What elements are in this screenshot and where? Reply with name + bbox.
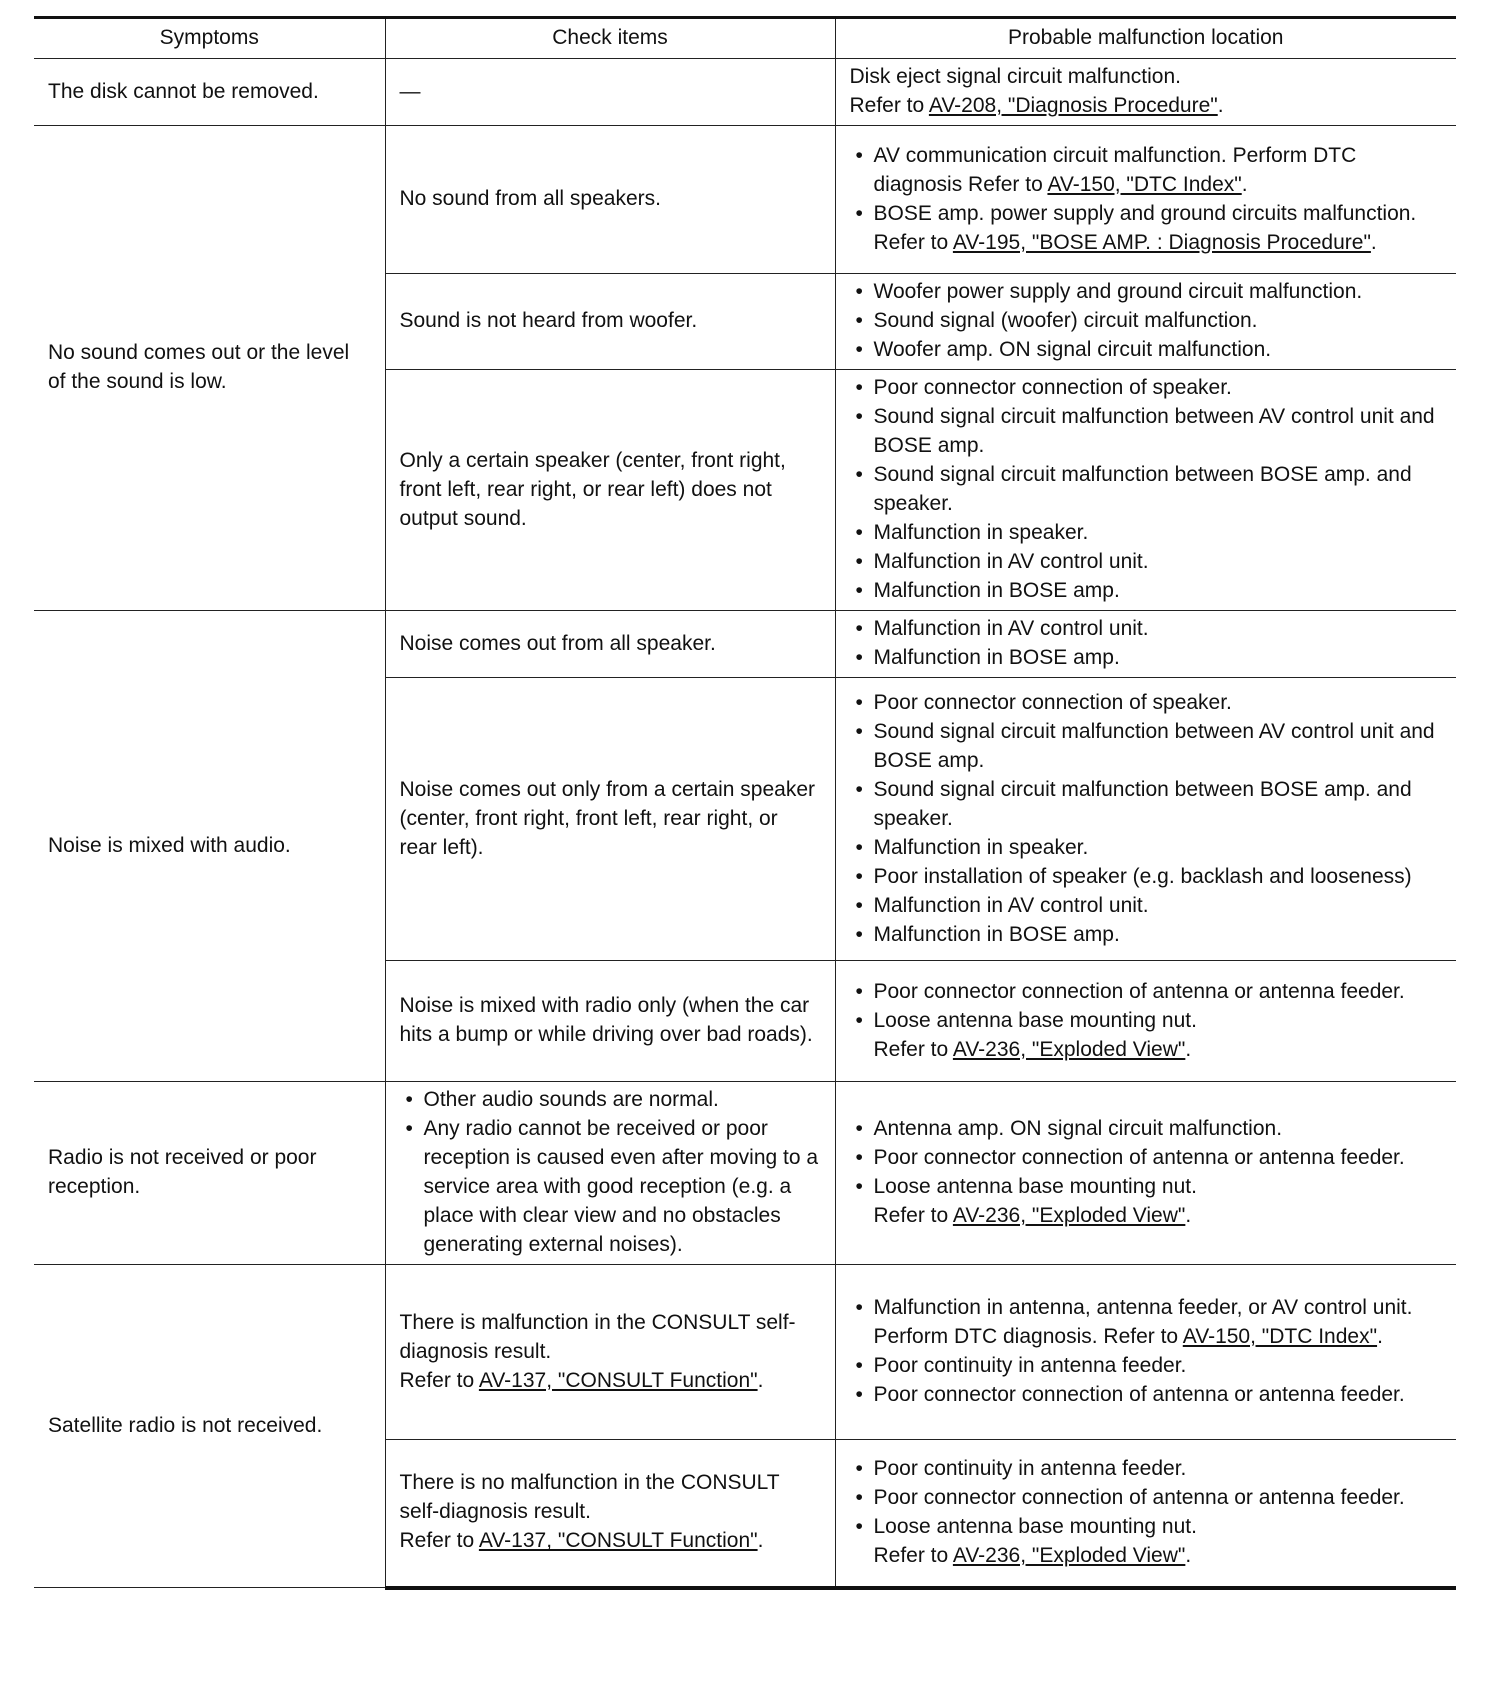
header-check-items: Check items — [385, 18, 835, 59]
list-item: • Poor connector connection of antenna or antenna feeder. — [850, 1380, 1443, 1409]
list-item: • Poor installation of speaker (e.g. backlash and looseness) — [850, 862, 1443, 891]
list-item: • Poor connector connection of speaker. — [850, 688, 1443, 717]
location-cell — [835, 1265, 1456, 1440]
item-text: Malfunction in antenna, antenna feeder, or AV control unit. Perform DTC diagnosis. Refer to — [873, 1296, 1413, 1348]
item-text: • Loose antenna base mounting nut. — [873, 1175, 1197, 1198]
location-cell — [835, 1082, 1456, 1265]
location-list — [850, 688, 1443, 949]
location-list — [850, 1114, 1443, 1230]
check-cell — [385, 1440, 835, 1588]
location-list — [850, 977, 1443, 1064]
item-text: • Loose antenna base mounting nut. — [873, 1008, 1197, 1032]
list-item: • Malfunction in AV control unit. — [850, 547, 1443, 576]
check-cell — [385, 1082, 835, 1265]
check-cell: Noise is mixed with radio only (when the car hits a bump or while driving over bad roads). — [385, 961, 835, 1082]
location-cell — [835, 274, 1456, 370]
header-row — [34, 18, 1456, 59]
location-list — [850, 373, 1443, 605]
list-item: • Sound signal circuit malfunction between AV control unit and BOSE amp. — [850, 402, 1443, 460]
reference-link-av-236[interactable]: AV-236, "Exploded View" — [952, 1037, 1186, 1061]
list-item: • Malfunction in BOSE amp. — [850, 643, 1443, 672]
list-item: • Sound signal circuit malfunction between BOSE amp. and speaker. — [850, 775, 1443, 833]
check-cell: Noise comes out from all speaker. — [385, 611, 835, 678]
reference-link-av-137[interactable]: AV-137, "CONSULT Function" — [478, 1529, 758, 1553]
reference-link-av-208[interactable]: AV-208, "Diagnosis Procedure" — [928, 94, 1218, 117]
reference-suffix: . — [1377, 1325, 1383, 1348]
reference-link-av-236[interactable]: AV-236, "Exploded View" — [952, 1204, 1186, 1227]
reference-link-av-137[interactable]: AV-137, "CONSULT Function" — [478, 1368, 758, 1392]
check-cell: Only a certain speaker (center, front right, front left, rear right, or rear left) does not output sound. — [385, 370, 835, 611]
symptom-cell: Radio is not received or poor reception. — [34, 1082, 385, 1265]
reference-suffix: . — [1185, 1543, 1192, 1567]
reference-prefix: Refer to — [873, 1037, 953, 1061]
reference-prefix: Refer to — [873, 230, 953, 254]
symptom-cell: No sound comes out or the level of the sound is low. — [34, 126, 385, 611]
location-list — [850, 277, 1443, 364]
location-cell — [835, 59, 1456, 126]
list-item — [850, 1172, 1443, 1230]
check-cell: Noise comes out only from a certain speaker (center, front right, front left, rear right, or rear left). — [385, 678, 835, 961]
location-list — [850, 141, 1443, 257]
location-text: Disk eject signal circuit malfunction. — [849, 65, 1181, 88]
reference-suffix: . — [1370, 230, 1377, 254]
list-item: • Poor continuity in antenna feeder. — [850, 1454, 1443, 1483]
list-item — [850, 1293, 1443, 1351]
check-list — [400, 1085, 821, 1259]
list-item: • Poor connector connection of speaker. — [850, 373, 1443, 402]
location-cell — [835, 961, 1456, 1082]
location-cell — [835, 678, 1456, 961]
symptom-cell: Satellite radio is not received. — [34, 1265, 385, 1588]
reference-link-av-150[interactable]: AV-150, "DTC Index" — [1182, 1325, 1378, 1348]
list-item: • Malfunction in speaker. — [850, 833, 1443, 862]
list-item: • Sound signal circuit malfunction between AV control unit and BOSE amp. — [850, 717, 1443, 775]
check-cell — [385, 1265, 835, 1440]
list-item: • Malfunction in AV control unit. — [850, 891, 1443, 920]
list-item: • Poor connector connection of antenna or antenna feeder. — [850, 1143, 1443, 1172]
reference-link-av-236[interactable]: AV-236, "Exploded View" — [952, 1543, 1186, 1567]
list-item: • Other audio sounds are normal. — [400, 1085, 821, 1114]
list-item: • Sound signal circuit malfunction between BOSE amp. and speaker. — [850, 460, 1443, 518]
list-item: • Poor connector connection of antenna or antenna feeder. — [850, 977, 1443, 1006]
table-row — [34, 126, 1456, 274]
header-malfunction-location: Probable malfunction location — [835, 18, 1456, 59]
list-item: • Poor connector connection of antenna or antenna feeder. — [850, 1483, 1443, 1512]
table-row — [34, 1265, 1456, 1440]
reference-suffix: . — [757, 1529, 764, 1553]
list-item — [850, 199, 1443, 257]
table-row — [34, 611, 1456, 678]
diagnosis-table — [34, 16, 1456, 1590]
reference-suffix: . — [1217, 94, 1224, 117]
list-item: • Malfunction in BOSE amp. — [850, 576, 1443, 605]
check-cell: — — [385, 59, 835, 126]
list-item: • Sound signal (woofer) circuit malfunction. — [850, 306, 1443, 335]
symptom-cell: Noise is mixed with audio. — [34, 611, 385, 1082]
list-item: • Malfunction in BOSE amp. — [850, 920, 1443, 949]
reference-link-av-150[interactable]: AV-150, "DTC Index" — [1047, 172, 1242, 196]
list-item — [850, 1006, 1443, 1064]
reference-line — [400, 1366, 821, 1395]
location-cell — [835, 1440, 1456, 1588]
list-item: • Malfunction in speaker. — [850, 518, 1443, 547]
reference-suffix: . — [757, 1368, 764, 1392]
reference-line — [850, 91, 1443, 120]
location-list — [850, 1454, 1443, 1570]
item-text: • BOSE amp. power supply and ground circuits malfunction. — [873, 201, 1417, 225]
check-text: There is malfunction in the CONSULT self-diagnosis result. — [399, 1310, 796, 1363]
reference-prefix: Refer to — [399, 1368, 479, 1392]
location-cell — [835, 126, 1456, 274]
table-row — [34, 1082, 1456, 1265]
reference-prefix: Refer to — [399, 1529, 479, 1553]
reference-suffix: . — [1185, 1037, 1192, 1061]
list-item — [850, 1512, 1443, 1570]
list-item: • Any radio cannot be received or poor reception is caused even after moving to a service area with good reception (e.g. a place with clear view and no obstacles generating external noises). — [400, 1114, 821, 1259]
reference-prefix: Refer to — [873, 1204, 953, 1227]
list-item: • Woofer power supply and ground circuit malfunction. — [850, 277, 1443, 306]
list-item: • Woofer amp. ON signal circuit malfunction. — [850, 335, 1443, 364]
reference-prefix: Refer to — [873, 1543, 953, 1567]
check-cell: No sound from all speakers. — [385, 126, 835, 274]
symptom-cell: The disk cannot be removed. — [34, 59, 385, 126]
location-list — [850, 1293, 1443, 1409]
reference-link-av-195[interactable]: AV-195, "BOSE AMP. : Diagnosis Procedure" — [952, 230, 1371, 254]
list-item: • Malfunction in AV control unit. — [850, 614, 1443, 643]
reference-line — [400, 1526, 821, 1555]
reference-prefix: Refer to — [849, 94, 929, 117]
list-item — [850, 141, 1443, 199]
check-text: There is no malfunction in the CONSULT self-diagnosis result. — [399, 1471, 780, 1524]
location-list — [850, 614, 1443, 672]
header-symptoms: Symptoms — [34, 18, 385, 59]
location-cell — [835, 611, 1456, 678]
item-text: AV communication circuit malfunction. Perform DTC diagnosis Refer to — [873, 143, 1357, 196]
table-row — [34, 59, 1456, 126]
check-cell: Sound is not heard from woofer. — [385, 274, 835, 370]
item-text: • Loose antenna base mounting nut. — [873, 1514, 1197, 1538]
location-cell — [835, 370, 1456, 611]
reference-suffix: . — [1185, 1204, 1192, 1227]
list-item: • Poor continuity in antenna feeder. — [850, 1351, 1443, 1380]
reference-suffix: . — [1241, 172, 1248, 196]
list-item: • Antenna amp. ON signal circuit malfunction. — [850, 1114, 1443, 1143]
